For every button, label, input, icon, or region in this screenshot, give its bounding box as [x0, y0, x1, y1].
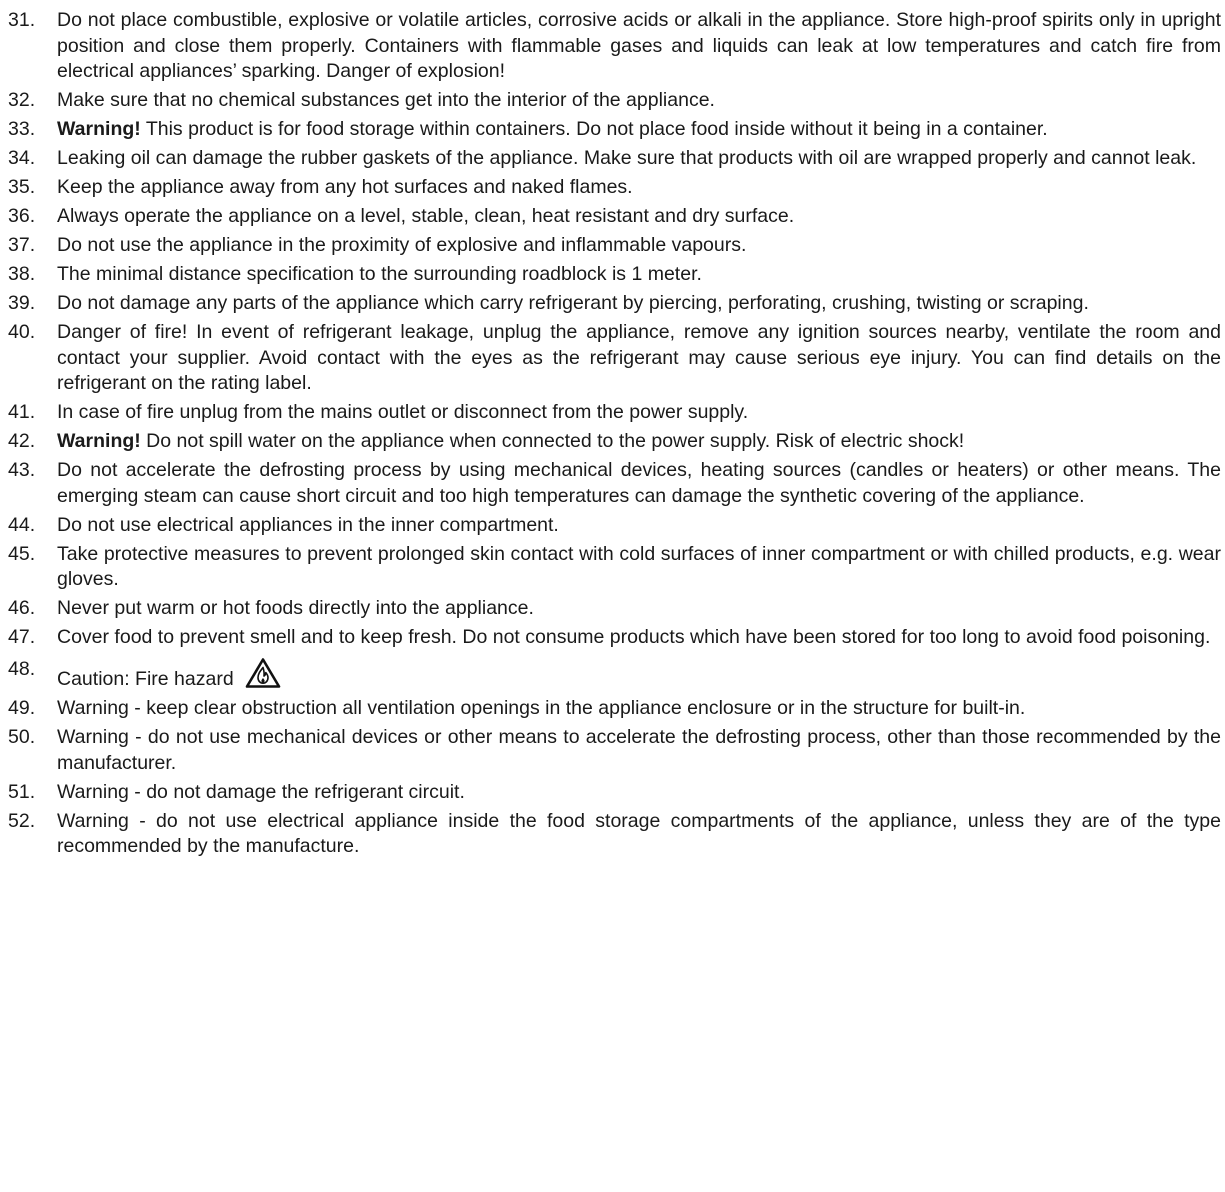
list-item	[0, 8, 1225, 85]
list-item	[0, 233, 1225, 259]
list-item	[0, 657, 1225, 693]
list-item	[0, 625, 1225, 651]
list-item	[0, 696, 1225, 722]
item-number: 41.	[8, 401, 36, 423]
list-item	[0, 88, 1225, 114]
item-number: 46.	[8, 597, 36, 619]
item-number: 32.	[8, 89, 36, 111]
list-item	[0, 542, 1225, 593]
item-number: 49.	[8, 697, 36, 719]
list-item	[0, 513, 1225, 539]
item-text: Do not damage any parts of the appliance which carry refrigerant by piercing, perforating, crushing, twisting or scraping.	[57, 292, 1089, 314]
safety-instructions-list	[0, 8, 1225, 860]
list-item	[0, 429, 1225, 455]
item-number: 52.	[8, 809, 36, 832]
list-item	[0, 400, 1225, 426]
item-text: Do not use electrical appliances in the inner compartment.	[57, 513, 559, 536]
item-text: Take protective measures to prevent prolonged skin contact with cold surfaces of inner compartment or with chilled products, e.g. wear gloves.	[57, 542, 1221, 590]
item-number: 48.	[8, 657, 36, 680]
item-text: Keep the appliance away from any hot surfaces and naked flames.	[57, 176, 633, 198]
item-text: Warning - keep clear obstruction all ventilation openings in the appliance enclosure or in the structure for built-in.	[57, 697, 1026, 719]
item-text: The minimal distance specification to the surrounding roadblock is 1 meter.	[57, 263, 702, 285]
item-number: 37.	[8, 234, 36, 256]
list-item	[0, 175, 1225, 201]
list-item	[0, 262, 1225, 288]
item-text: Do not use the appliance in the proximity of explosive and inflammable vapours.	[57, 234, 747, 256]
item-number: 43.	[8, 459, 36, 481]
item-text: This product is for food storage within containers. Do not place food inside without it being in a container.	[140, 118, 1048, 140]
item-text: Danger of fire! In event of refrigerant leakage, unplug the appliance, remove any ignition sources nearby, ventilate the room and contact your supplier. Avoid contact with the eyes as the refrigerant may cause serious eye injury. You can find details on the refrigerant on the rating label.	[57, 321, 1221, 394]
item-number: 42.	[8, 430, 36, 452]
item-number: 40.	[8, 321, 36, 343]
item-text: Leaking oil can damage the rubber gaskets of the appliance. Make sure that products with oil are wrapped properly and cannot leak.	[57, 147, 1197, 169]
item-number: 39.	[8, 292, 36, 314]
item-text: Warning - do not use mechanical devices or other means to accelerate the defrosting process, other than those recommended by the manufacturer.	[57, 726, 1221, 774]
item-number: 38.	[8, 263, 36, 285]
item-number: 47.	[8, 626, 36, 648]
item-text: Always operate the appliance on a level, stable, clean, heat resistant and dry surface.	[57, 205, 795, 227]
item-number: 36.	[8, 205, 36, 227]
warning-label: Warning!	[57, 118, 141, 140]
item-text: Do not place combustible, explosive or volatile articles, corrosive acids or alkali in the appliance. Store high-proof spirits only in upright position and close them properly. Containers with flammable gases and liquids can leak at low temperatures and catch fire from electrical appliances’ sparking. Danger of explosion!	[57, 9, 1221, 82]
list-item	[0, 596, 1225, 622]
list-item	[0, 780, 1225, 806]
item-text: Warning - do not use electrical appliance inside the food storage compartments of the appliance, unless they are of the type recommended by the manufacture.	[57, 809, 1221, 857]
item-number: 51.	[8, 780, 36, 803]
list-item	[0, 291, 1225, 317]
item-number: 45.	[8, 542, 36, 565]
list-item	[0, 146, 1225, 172]
list-item	[0, 320, 1225, 397]
item-text: Warning - do not damage the refrigerant circuit.	[57, 780, 465, 803]
item-number: 44.	[8, 513, 36, 536]
fire-hazard-warning-icon	[245, 657, 281, 689]
list-item	[0, 117, 1225, 143]
item-text: In case of fire unplug from the mains outlet or disconnect from the power supply.	[57, 401, 749, 423]
list-item	[0, 204, 1225, 230]
list-item	[0, 458, 1225, 509]
item-number: 34.	[8, 147, 36, 169]
item-number: 33.	[8, 118, 36, 140]
list-item	[0, 809, 1225, 860]
document-page	[0, 8, 1225, 863]
item-text: Make sure that no chemical substances get into the interior of the appliance.	[57, 89, 715, 111]
item-text: Caution: Fire hazard	[57, 667, 234, 690]
item-number: 35.	[8, 176, 36, 198]
warning-label: Warning!	[57, 430, 141, 452]
item-number: 50.	[8, 726, 36, 748]
item-number: 31.	[8, 9, 36, 31]
list-item	[0, 725, 1225, 776]
item-text: Do not spill water on the appliance when connected to the power supply. Risk of electric shock!	[140, 430, 965, 452]
item-text: Never put warm or hot foods directly into the appliance.	[57, 597, 534, 619]
item-text: Cover food to prevent smell and to keep fresh. Do not consume products which have been stored for too long to avoid food poisoning.	[57, 626, 1211, 648]
item-text: Do not accelerate the defrosting process by using mechanical devices, heating sources (candles or heaters) or other means. The emerging steam can cause short circuit and too high temperatures can damage the synthetic covering of the appliance.	[57, 459, 1221, 507]
